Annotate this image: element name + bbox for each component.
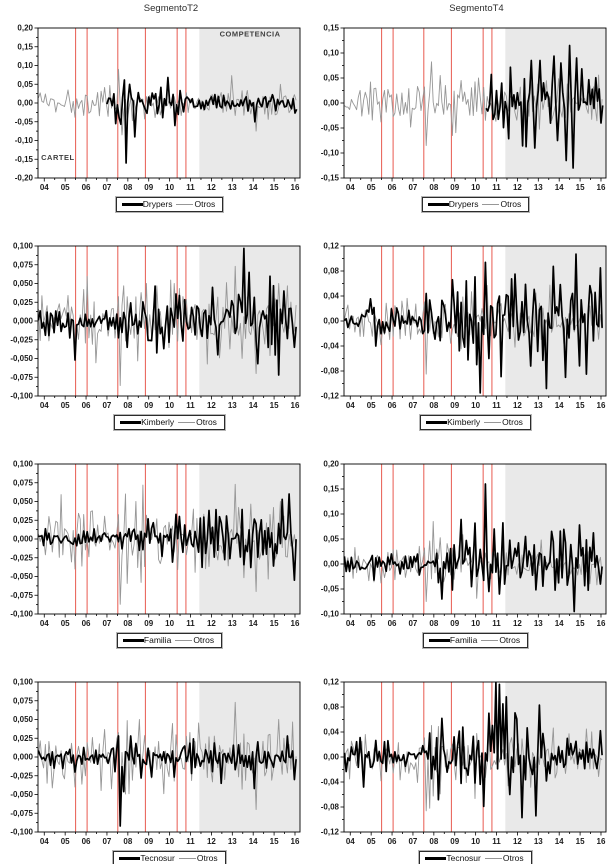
x-tick-label: 05 — [366, 837, 376, 846]
legend-main-series-label: Tecnosur — [140, 853, 175, 863]
y-tick-label: 0,025 — [12, 515, 33, 525]
y-tick-label: 0,08 — [323, 702, 339, 712]
y-tick-label: 0,00 — [323, 752, 339, 762]
x-tick-label: 12 — [206, 837, 216, 846]
legend-other-series-swatch — [176, 204, 193, 205]
y-tick-label: 0,000 — [12, 752, 33, 762]
x-tick-label: 06 — [81, 183, 91, 192]
legend-box — [116, 197, 224, 212]
x-tick-label: 11 — [492, 619, 501, 628]
x-tick-label: 07 — [102, 837, 112, 846]
chart-canvas — [306, 24, 611, 192]
x-tick-label: 12 — [512, 183, 522, 192]
x-tick-label: 14 — [248, 401, 258, 410]
y-tick-label: -0,025 — [10, 335, 33, 345]
legend-other-series-label: Otros — [196, 417, 217, 427]
y-tick-label: -0,025 — [10, 553, 33, 563]
chart-legend — [306, 629, 611, 648]
y-tick-label: -0,08 — [320, 802, 339, 812]
x-tick-label: 10 — [471, 401, 481, 410]
y-tick-label: 0,12 — [323, 678, 339, 687]
y-tick-label: 0,15 — [323, 484, 339, 494]
x-tick-label: 16 — [596, 837, 606, 846]
legend-other-series-label: Otros — [500, 199, 522, 209]
y-tick-label: 0,000 — [12, 316, 33, 326]
y-tick-label: 0,025 — [12, 297, 33, 307]
x-tick-label: 16 — [596, 619, 606, 628]
chart-legend — [0, 193, 305, 212]
x-tick-label: 10 — [471, 183, 481, 192]
chart-canvas — [0, 460, 305, 628]
x-tick-label: 11 — [492, 401, 501, 410]
column-title-segmento-t4: SegmentoT4 — [449, 3, 504, 14]
legend-box — [114, 415, 225, 430]
y-tick-label: -0,12 — [320, 827, 339, 837]
competition-shade-region — [505, 464, 606, 614]
chart-canvas — [0, 24, 305, 192]
y-tick-label: 0,075 — [12, 260, 33, 270]
x-tick-label: 08 — [123, 183, 133, 192]
legend-main-series-label: Tecnosur — [446, 853, 481, 863]
x-tick-label: 14 — [248, 183, 258, 192]
y-tick-label: -0,10 — [320, 148, 339, 158]
chart-legend — [306, 847, 611, 864]
x-tick-label: 10 — [165, 401, 175, 410]
legend-main-series-swatch — [426, 421, 447, 424]
x-tick-label: 07 — [408, 401, 418, 410]
y-tick-label: 0,050 — [12, 279, 33, 289]
annotation-competencia: COMPETENCIA — [219, 29, 281, 39]
y-tick-label: 0,05 — [323, 534, 339, 544]
legend-box — [422, 197, 530, 212]
x-tick-label: 05 — [60, 183, 70, 192]
x-tick-label: 07 — [408, 837, 418, 846]
y-tick-label: 0,20 — [17, 24, 33, 33]
chart-legend — [306, 411, 611, 430]
x-tick-label: 16 — [290, 401, 300, 410]
x-tick-label: 08 — [429, 183, 439, 192]
legend-other-series-label: Otros — [196, 853, 218, 863]
x-tick-label: 06 — [387, 401, 397, 410]
column-title-segmento-t2: SegmentoT2 — [143, 3, 199, 14]
x-tick-label: 16 — [290, 837, 300, 846]
y-tick-label: -0,10 — [320, 609, 339, 619]
x-tick-label: 06 — [81, 837, 91, 846]
x-tick-label: 08 — [123, 837, 133, 846]
x-tick-label: 10 — [471, 619, 481, 628]
y-tick-label: -0,050 — [10, 572, 33, 582]
legend-main-series-swatch — [123, 639, 144, 642]
annotation-cartel: CARTEL — [41, 153, 75, 162]
chart-legend — [0, 847, 305, 864]
x-tick-label: 06 — [387, 619, 397, 628]
x-tick-label: 15 — [575, 183, 585, 192]
x-tick-label: 15 — [269, 619, 279, 628]
legend-box — [423, 633, 528, 648]
x-tick-label: 04 — [345, 837, 355, 846]
x-tick-label: 05 — [60, 837, 70, 846]
chart-canvas — [306, 460, 611, 628]
x-tick-label: 11 — [186, 401, 195, 410]
x-tick-label: 04 — [39, 837, 49, 846]
y-tick-label: 0,10 — [323, 509, 339, 519]
y-tick-label: 0,05 — [323, 73, 339, 83]
x-tick-label: 12 — [206, 401, 216, 410]
y-tick-label: -0,075 — [10, 808, 33, 818]
y-tick-label: -0,20 — [14, 173, 33, 183]
y-tick-label: -0,15 — [14, 154, 33, 164]
x-tick-label: 12 — [512, 837, 522, 846]
x-tick-label: 10 — [165, 183, 175, 192]
x-tick-label: 07 — [408, 619, 418, 628]
x-tick-label: 12 — [206, 183, 216, 192]
legend-main-series-label: Drypers — [142, 199, 173, 209]
y-tick-label: -0,050 — [10, 354, 33, 364]
chart-cell — [306, 24, 611, 212]
x-tick-label: 13 — [533, 619, 543, 628]
y-tick-label: 0,04 — [323, 727, 339, 737]
column-titles — [0, 3, 611, 24]
x-tick-label: 05 — [366, 183, 376, 192]
legend-main-series-swatch — [119, 857, 140, 860]
x-tick-label: 08 — [429, 401, 439, 410]
x-tick-label: 07 — [102, 619, 112, 628]
chart-canvas — [0, 678, 305, 846]
x-tick-label: 14 — [248, 619, 258, 628]
x-tick-label: 09 — [450, 401, 460, 410]
x-tick-label: 09 — [450, 619, 460, 628]
legend-other-series-label: Otros — [502, 853, 524, 863]
legend-main-series-swatch — [120, 421, 141, 424]
x-tick-label: 11 — [186, 183, 195, 192]
x-tick-label: 10 — [165, 619, 175, 628]
chart-cell — [0, 24, 305, 212]
x-tick-label: 12 — [512, 401, 522, 410]
chart-cell — [0, 242, 305, 430]
x-tick-label: 10 — [165, 837, 175, 846]
y-tick-label: 0,025 — [12, 733, 33, 743]
x-tick-label: 06 — [387, 183, 397, 192]
x-tick-label: 05 — [60, 401, 70, 410]
x-tick-label: 13 — [227, 401, 237, 410]
legend-main-series-label: Kimberly — [447, 417, 481, 427]
legend-main-series-swatch — [122, 203, 143, 206]
x-tick-label: 15 — [269, 837, 279, 846]
legend-other-series-label: Otros — [194, 199, 216, 209]
y-tick-label: 0,050 — [12, 497, 33, 507]
legend-other-series-swatch — [175, 640, 192, 641]
chart-legend — [306, 193, 611, 212]
x-tick-label: 11 — [492, 183, 501, 192]
legend-main-series-swatch — [428, 203, 449, 206]
chart-cell — [0, 678, 305, 864]
legend-main-series-swatch — [429, 639, 450, 642]
legend-box — [420, 415, 531, 430]
x-tick-label: 16 — [290, 619, 300, 628]
x-tick-label: 09 — [144, 183, 154, 192]
y-tick-label: 0,100 — [12, 242, 33, 251]
x-tick-label: 09 — [450, 183, 460, 192]
y-tick-label: -0,15 — [320, 173, 339, 183]
legend-box — [117, 633, 222, 648]
x-tick-label: 12 — [206, 619, 216, 628]
y-tick-label: 0,20 — [323, 460, 339, 469]
x-tick-label: 09 — [144, 619, 154, 628]
legend-other-series-label: Otros — [502, 417, 523, 427]
y-tick-label: 0,00 — [323, 98, 339, 108]
x-tick-label: 16 — [290, 183, 300, 192]
y-tick-label: 0,100 — [12, 678, 33, 687]
chart-cell — [306, 242, 611, 430]
y-tick-label: 0,05 — [17, 79, 33, 89]
x-tick-label: 04 — [345, 401, 355, 410]
x-tick-label: 13 — [227, 837, 237, 846]
y-tick-label: -0,08 — [320, 366, 339, 376]
y-tick-label: -0,12 — [320, 391, 339, 401]
x-tick-label: 15 — [269, 183, 279, 192]
chart-legend — [0, 629, 305, 648]
y-tick-label: -0,10 — [14, 136, 33, 146]
y-tick-label: -0,100 — [10, 827, 33, 837]
chart-cell — [0, 460, 305, 648]
charts-grid — [0, 24, 611, 864]
y-tick-label: 0,10 — [323, 48, 339, 58]
y-tick-label: 0,12 — [323, 242, 339, 251]
x-tick-label: 06 — [81, 619, 91, 628]
x-tick-label: 15 — [575, 401, 585, 410]
x-tick-label: 09 — [450, 837, 460, 846]
legend-other-series-swatch — [482, 204, 499, 205]
y-tick-label: 0,00 — [323, 559, 339, 569]
chart-cell — [306, 460, 611, 648]
y-tick-label: 0,075 — [12, 696, 33, 706]
x-tick-label: 04 — [345, 183, 355, 192]
x-tick-label: 10 — [471, 837, 481, 846]
legend-main-series-label: Kimberly — [141, 417, 175, 427]
y-tick-label: 0,15 — [17, 42, 33, 52]
chart-canvas — [0, 242, 305, 410]
legend-main-series-swatch — [425, 857, 446, 860]
x-tick-label: 08 — [429, 837, 439, 846]
y-tick-label: -0,050 — [10, 790, 33, 800]
legend-other-series-label: Otros — [193, 635, 215, 645]
legend-main-series-label: Drypers — [448, 199, 479, 209]
y-tick-label: 0,075 — [12, 478, 33, 488]
legend-main-series-label: Familia — [449, 635, 478, 645]
y-tick-label: -0,025 — [10, 771, 33, 781]
x-tick-label: 09 — [144, 401, 154, 410]
y-tick-label: -0,04 — [320, 777, 339, 787]
y-tick-label: -0,05 — [14, 117, 33, 127]
chart-cell — [306, 678, 611, 864]
x-tick-label: 04 — [39, 401, 49, 410]
x-tick-label: 13 — [227, 183, 237, 192]
x-tick-label: 14 — [554, 183, 564, 192]
x-tick-label: 07 — [102, 401, 112, 410]
x-tick-label: 14 — [554, 401, 564, 410]
y-tick-label: 0,100 — [12, 460, 33, 469]
x-tick-label: 11 — [492, 837, 501, 846]
x-tick-label: 09 — [144, 837, 154, 846]
legend-other-series-swatch — [178, 422, 195, 423]
x-tick-label: 07 — [408, 183, 418, 192]
x-tick-label: 15 — [269, 401, 279, 410]
y-tick-label: -0,05 — [320, 123, 339, 133]
x-tick-label: 08 — [123, 619, 133, 628]
legend-box — [113, 851, 225, 864]
chart-legend — [0, 411, 305, 430]
y-tick-label: 0,15 — [323, 24, 339, 33]
x-tick-label: 06 — [81, 401, 91, 410]
x-tick-label: 14 — [248, 837, 258, 846]
x-tick-label: 05 — [366, 619, 376, 628]
x-tick-label: 04 — [39, 183, 49, 192]
y-tick-label: -0,05 — [320, 584, 339, 594]
x-tick-label: 15 — [575, 619, 585, 628]
y-tick-label: -0,100 — [10, 391, 33, 401]
y-tick-label: 0,00 — [17, 98, 33, 108]
x-tick-label: 16 — [596, 183, 606, 192]
legend-box — [419, 851, 531, 864]
x-tick-label: 08 — [123, 401, 133, 410]
x-tick-label: 11 — [186, 619, 195, 628]
y-tick-label: -0,075 — [10, 590, 33, 600]
y-tick-label: -0,075 — [10, 372, 33, 382]
x-tick-label: 08 — [429, 619, 439, 628]
x-tick-label: 05 — [366, 401, 376, 410]
legend-other-series-swatch — [485, 858, 502, 859]
y-tick-label: 0,10 — [17, 61, 33, 71]
y-tick-label: 0,08 — [323, 266, 339, 276]
y-tick-label: -0,04 — [320, 341, 339, 351]
legend-other-series-swatch — [179, 858, 196, 859]
x-tick-label: 14 — [554, 837, 564, 846]
y-tick-label: 0,00 — [323, 316, 339, 326]
x-tick-label: 13 — [227, 619, 237, 628]
x-tick-label: 04 — [345, 619, 355, 628]
legend-other-series-swatch — [484, 422, 501, 423]
chart-canvas — [306, 678, 611, 846]
legend-main-series-label: Familia — [143, 635, 172, 645]
x-tick-label: 12 — [512, 619, 522, 628]
x-tick-label: 15 — [575, 837, 585, 846]
x-tick-label: 13 — [533, 183, 543, 192]
chart-canvas — [306, 242, 611, 410]
x-tick-label: 13 — [533, 401, 543, 410]
x-tick-label: 04 — [39, 619, 49, 628]
x-tick-label: 11 — [186, 837, 195, 846]
y-tick-label: 0,04 — [323, 291, 339, 301]
y-tick-label: -0,100 — [10, 609, 33, 619]
x-tick-label: 13 — [533, 837, 543, 846]
y-tick-label: 0,050 — [12, 715, 33, 725]
x-tick-label: 05 — [60, 619, 70, 628]
x-tick-label: 16 — [596, 401, 606, 410]
y-tick-label: 0,000 — [12, 534, 33, 544]
x-tick-label: 14 — [554, 619, 564, 628]
legend-other-series-swatch — [481, 640, 498, 641]
x-tick-label: 06 — [387, 837, 397, 846]
legend-other-series-label: Otros — [499, 635, 521, 645]
x-tick-label: 07 — [102, 183, 112, 192]
